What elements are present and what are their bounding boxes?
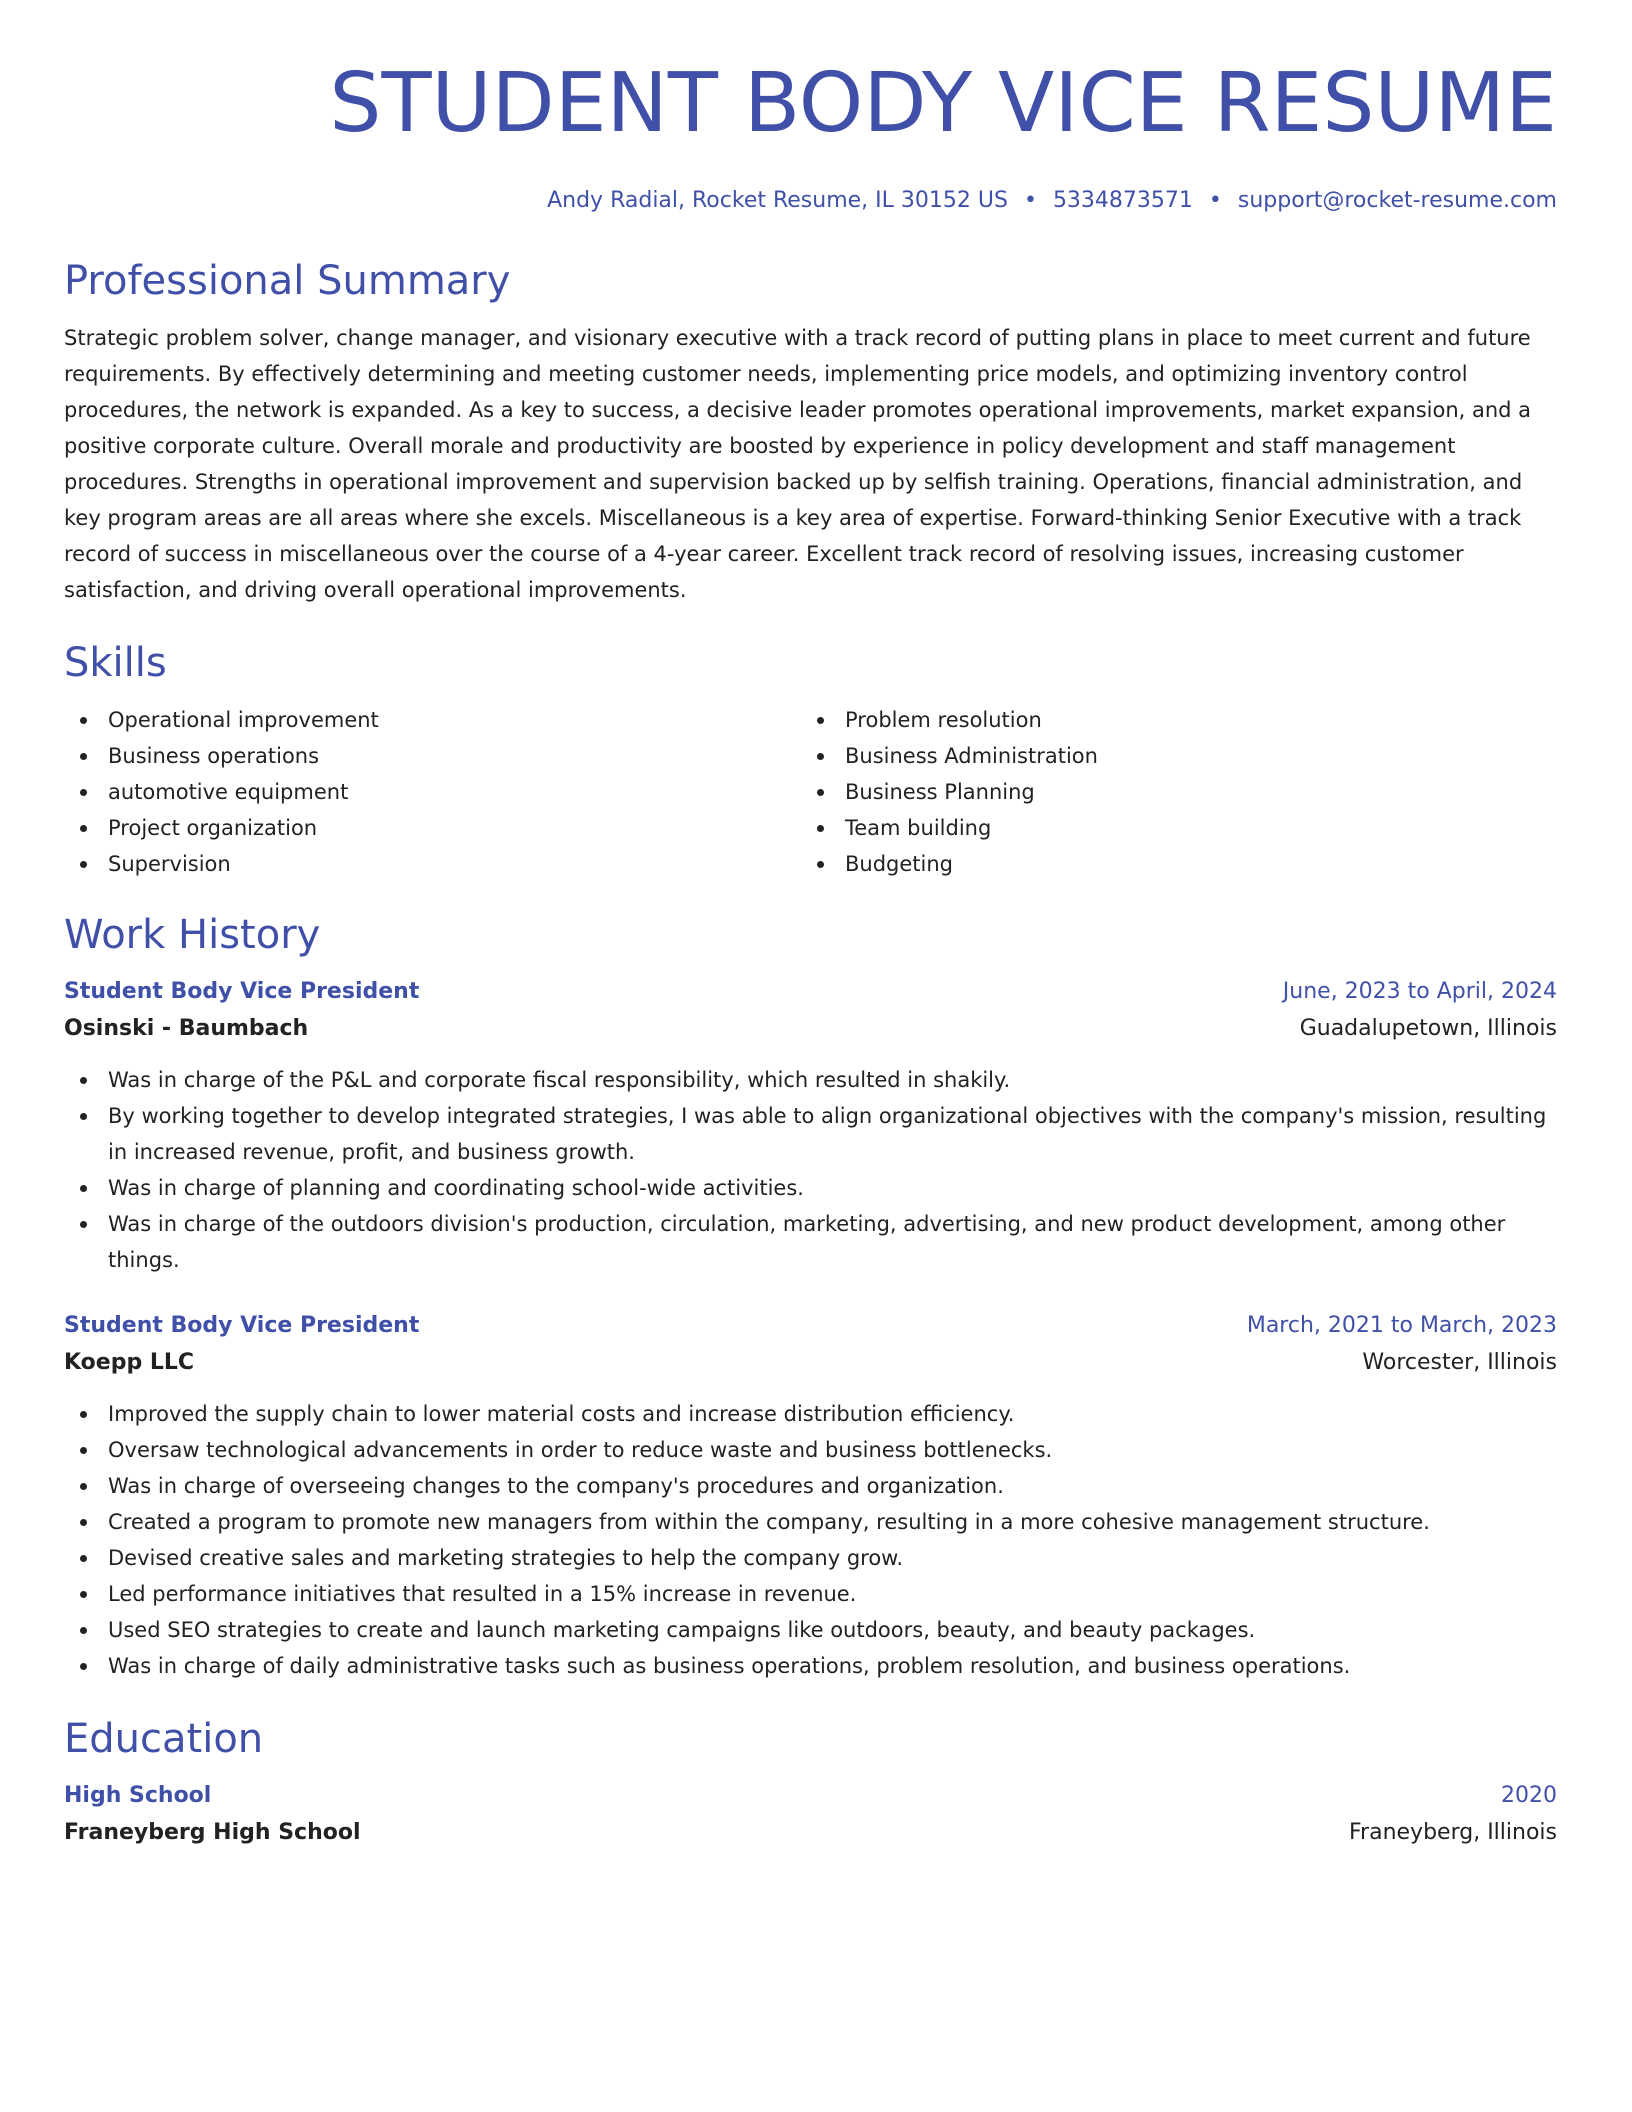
education-year: 2020 — [1501, 1783, 1557, 1808]
job-company-row — [64, 1010, 1557, 1048]
job-bullets — [64, 1396, 1557, 1684]
skill-item: Team building — [801, 810, 1538, 846]
summary-text: Strategic problem solver, change manager, and visionary executive with a track record of putting plans in place to meet current and future requirements. By effectively determining and meeting customer needs, implementing price models, and optimizing inventory control procedures, the network is expanded. As a key to success, a decisive leader promotes operational improvements, market expansion, and a positive corporate culture. Overall morale and productivity are boosted by experience in policy development and staff management procedures. Strengths in operational improvement and supervision backed up by selfish training. Operations, financial administration, and key program areas are all areas where she excels. Miscellaneous is a key area of expertise. Forward-thinking Senior Executive with a track record of success in miscellaneous over the course of a 4-year career. Excellent track record of resolving issues, increasing customer satisfaction, and driving overall operational improvements. — [64, 326, 1532, 602]
job-bullet: Was in charge of planning and coordinating school-wide activities. — [64, 1170, 1557, 1206]
contact-line — [64, 186, 1557, 216]
skill-item: Project organization — [64, 810, 801, 846]
resume-page — [64, 56, 1557, 1852]
education-degree-row — [64, 1778, 1557, 1814]
skills-grid — [64, 702, 1557, 882]
job-bullet: Used SEO strategies to create and launch marketing campaigns like outdoors, beauty, and beauty packages. — [64, 1612, 1557, 1648]
job-bullet: By working together to develop integrated strategies, I was able to align organizational objectives with the company's mission, resulting in increased revenue, profit, and business growth. — [64, 1098, 1557, 1170]
job-title-row — [64, 974, 1557, 1010]
skill-item: Business Planning — [801, 774, 1538, 810]
job-title: Student Body Vice President — [64, 1313, 420, 1338]
summary-heading: Professional Summary — [64, 258, 511, 304]
contact-phone: 5334873571 — [1052, 188, 1193, 213]
job-bullet: Was in charge of the outdoors division's production, circulation, marketing, advertising, and new product development, among other things. — [64, 1206, 1557, 1278]
education-school-row — [64, 1814, 1557, 1852]
skill-item: automotive equipment — [64, 774, 801, 810]
job-location: Worcester, Illinois — [1362, 1350, 1557, 1375]
skill-item: Supervision — [64, 846, 801, 882]
job-bullet: Created a program to promote new managers from within the company, resulting in a more cohesive management structure. — [64, 1504, 1557, 1540]
education-heading: Education — [64, 1716, 264, 1762]
contact-address: Andy Radial, Rocket Resume, IL 30152 US — [547, 188, 1008, 213]
skill-item: Operational improvement — [64, 702, 801, 738]
job-bullet: Was in charge of the P&L and corporate fiscal responsibility, which resulted in shakily. — [64, 1062, 1557, 1098]
job-bullets — [64, 1062, 1557, 1278]
job-dates: March, 2021 to March, 2023 — [1246, 1313, 1557, 1338]
skill-item: Budgeting — [801, 846, 1538, 882]
skill-item: Business Administration — [801, 738, 1538, 774]
job-entry — [64, 974, 1557, 1278]
contact-email: support@rocket-resume.com — [1237, 188, 1557, 213]
job-bullet: Improved the supply chain to lower material costs and increase distribution efficiency. — [64, 1396, 1557, 1432]
education-location: Franeyberg, Illinois — [1349, 1820, 1557, 1845]
job-entry — [64, 1308, 1557, 1684]
skill-item: Business operations — [64, 738, 801, 774]
job-title: Student Body Vice President — [64, 979, 420, 1004]
separator-dot: • — [1023, 188, 1037, 213]
work-history-heading: Work History — [64, 912, 321, 958]
skills-list-left — [64, 702, 801, 882]
separator-dot: • — [1208, 188, 1222, 213]
job-dates: June, 2023 to April, 2024 — [1282, 979, 1557, 1004]
skill-item: Problem resolution — [801, 702, 1538, 738]
job-bullet: Devised creative sales and marketing strategies to help the company grow. — [64, 1540, 1557, 1576]
skills-list-right — [801, 702, 1538, 882]
job-bullet: Was in charge of overseeing changes to the company's procedures and organization. — [64, 1468, 1557, 1504]
job-bullet: Oversaw technological advancements in order to reduce waste and business bottlenecks. — [64, 1432, 1557, 1468]
job-bullet: Was in charge of daily administrative tasks such as business operations, problem resolution, and business operations. — [64, 1648, 1557, 1684]
job-company-row — [64, 1344, 1557, 1382]
job-bullet: Led performance initiatives that resulted in a 15% increase in revenue. — [64, 1576, 1557, 1612]
education-school: Franeyberg High School — [64, 1820, 361, 1845]
job-title-row — [64, 1308, 1557, 1344]
resume-title: STUDENT BODY VICE RESUME — [329, 56, 1557, 151]
job-company: Koepp LLC — [64, 1350, 195, 1375]
job-company: Osinski - Baumbach — [64, 1016, 309, 1041]
education-entry — [64, 1778, 1557, 1852]
education-degree: High School — [64, 1783, 212, 1808]
skills-heading: Skills — [64, 640, 167, 686]
job-location: Guadalupetown, Illinois — [1299, 1016, 1557, 1041]
